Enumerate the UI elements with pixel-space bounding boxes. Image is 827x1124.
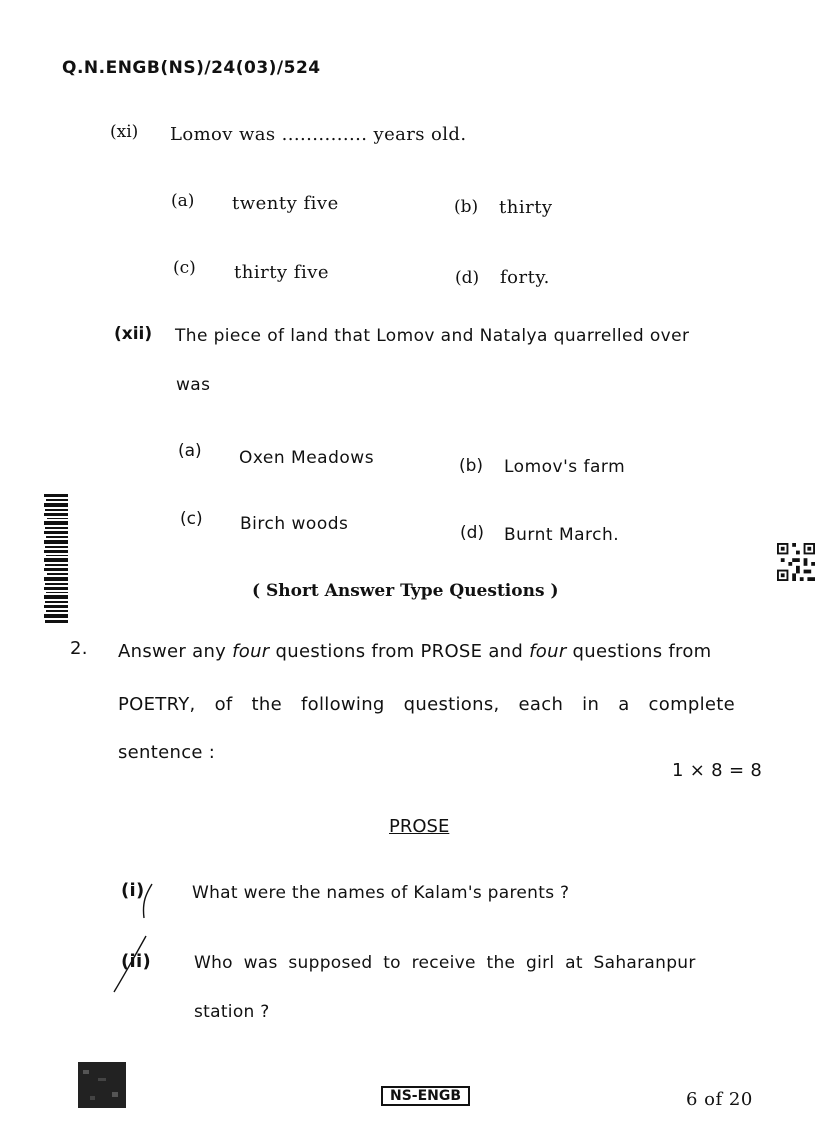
text-run: questions from [572,641,712,662]
option-text: Lomov's farm [504,457,626,477]
qr-code-icon [776,543,816,581]
option-text: thirty [499,197,553,218]
question-text-line3: sentence : [118,742,216,763]
question-text-line2: station ? [194,1002,270,1022]
emphasis: four [232,641,270,662]
option-label: (a) [178,441,202,461]
option-text: Burnt March. [504,525,620,545]
option-label: (b) [459,456,484,476]
question-number: (xii) [114,324,153,344]
option-text: Birch woods [240,514,349,534]
option-label: (d) [455,268,480,288]
question-text-line2: POETRY, of the following questions, each in a complete [118,694,736,715]
question-number: (ii) [121,951,151,972]
question-text-line2: was [176,375,211,395]
text-run: questions from PROSE and [275,641,524,662]
scan-mark-icon [78,1062,126,1108]
question-number: 2. [70,638,88,659]
text-run: Answer any [118,641,227,662]
option-text: Oxen Meadows [239,448,375,468]
option-text: forty. [500,267,550,288]
pen-mark-icon [110,934,150,996]
section-heading: ( Short Answer Type Questions ) [252,581,559,601]
question-text-line1 [118,641,712,662]
option-label: (c) [180,509,203,529]
emphasis: four [529,641,567,662]
question-number: (xi) [110,122,139,142]
option-text: thirty five [234,262,330,283]
marks: 1 × 8 = 8 [672,760,763,781]
prose-heading: PROSE [389,816,450,837]
option-label: (d) [460,523,485,543]
option-text: twenty five [232,193,339,214]
question-text-line1: The piece of land that Lomov and Natalya quarrelled over [175,326,690,346]
pen-mark-icon [136,882,156,922]
barcode-icon [44,494,68,624]
option-label: (a) [171,191,195,211]
option-label: (c) [173,258,196,278]
question-text-line1: Who was supposed to receive the girl at Saharanpur [194,953,696,973]
page-number: 6 of 20 [686,1089,753,1110]
question-number: (i) [121,880,145,901]
question-text: What were the names of Kalam's parents ? [192,883,570,903]
option-label: (b) [454,197,479,217]
footer-paper-code: NS-ENGB [381,1086,470,1106]
question-text: Lomov was .............. years old. [170,124,467,145]
paper-code: Q.N.ENGB(NS)/24(03)/524 [62,58,321,78]
